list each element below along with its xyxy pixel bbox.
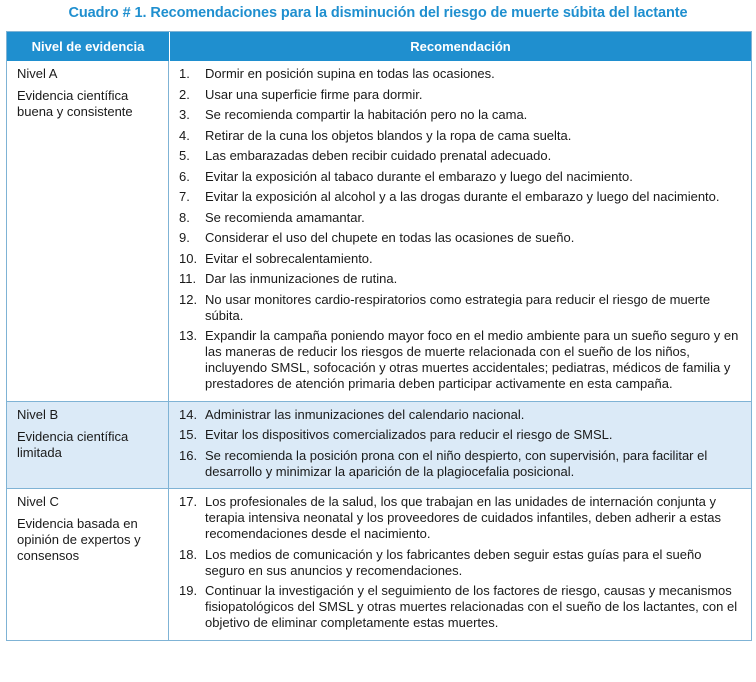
item-text: Evitar los dispositivos comercializados para reducir el riesgo de SMSL. bbox=[205, 427, 613, 442]
item-text: Continuar la investigación y el seguimiento de los factores de riesgo, causas y mecanismos fisiopatológicos del SMSL y otras muertes relacionadas con el sueño de los lactantes, con el objetivo de eliminar completamente estas muertes. bbox=[205, 583, 738, 630]
table-title: Cuadro # 1. Recomendaciones para la disminución del riesgo de muerte súbita del lactante bbox=[68, 5, 688, 21]
list-item bbox=[179, 128, 741, 144]
recommendation-list bbox=[169, 61, 751, 401]
item-text: Administrar las inmunizaciones del calendario nacional. bbox=[205, 406, 525, 422]
level-evidence: Evidencia científica limitada bbox=[17, 428, 129, 460]
item-text: Expandir la campaña poniendo mayor foco en el medio ambiente para un sueño seguro y en las maneras de reducir los riesgos de muerte relacionada con el sueño de los niños, incluyendo SMSL, sofocación y otras muertes accidentales; pediatras, médicos de familia y prestadores de atención primaria deben participar activamente en esta campaña. bbox=[205, 328, 739, 391]
item-number: 7. bbox=[179, 189, 190, 204]
list-item bbox=[179, 169, 741, 185]
item-number: 4. bbox=[179, 127, 190, 143]
list-item bbox=[179, 448, 741, 480]
item-number: 17. bbox=[179, 494, 198, 509]
item-number: 16. bbox=[179, 447, 198, 463]
list-item bbox=[179, 210, 741, 226]
item-text: Dormir en posición supina en todas las ocasiones. bbox=[205, 66, 495, 81]
item-text: Los profesionales de la salud, los que trabajan en las unidades de internación conjunta y terapia intensiva neonatal y los proveedores de cuidados infantiles, deben adherir a estas recomendaciones desde el nacimiento. bbox=[205, 494, 722, 541]
list-item bbox=[179, 583, 741, 631]
level-name: Nivel A bbox=[17, 66, 58, 81]
item-text: Dar las inmunizaciones de rutina. bbox=[205, 271, 398, 286]
list-item bbox=[179, 328, 741, 392]
item-number: 13. bbox=[179, 328, 198, 343]
list-item bbox=[179, 271, 741, 287]
list-item bbox=[179, 189, 741, 205]
item-text: Usar una superficie firme para dormir. bbox=[205, 86, 423, 102]
item-text: Se recomienda la posición prona con el niño despierto, con supervisión, para facilitar el desarrollo y minimizar la aparición de la plagiocefalia posicional. bbox=[205, 447, 708, 479]
item-text: Retirar de la cuna los objetos blandos y la ropa de cama suelta. bbox=[205, 127, 572, 143]
item-number: 19. bbox=[179, 583, 198, 598]
item-text: No usar monitores cardio-respiratorios como estrategia para reducir el riesgo de muerte súbita. bbox=[205, 291, 711, 323]
item-number: 3. bbox=[179, 107, 190, 122]
level-name: Nivel B bbox=[17, 406, 59, 422]
table-row-level-a bbox=[7, 61, 751, 401]
recommendation-list bbox=[169, 489, 751, 640]
list-item bbox=[179, 148, 741, 164]
table-row-level-c bbox=[7, 488, 751, 640]
item-text: Considerar el uso del chupete en todas las ocasiones de sueño. bbox=[205, 230, 575, 245]
list-item bbox=[179, 66, 741, 82]
level-cell bbox=[7, 402, 169, 489]
item-text: Se recomienda compartir la habitación pero no la cama. bbox=[205, 107, 528, 122]
list-item bbox=[179, 427, 741, 443]
item-text: Evitar la exposición al tabaco durante el embarazo y luego del nacimiento. bbox=[205, 168, 633, 184]
level-cell bbox=[7, 489, 169, 640]
item-number: 14. bbox=[179, 406, 198, 422]
recommendations-table bbox=[6, 31, 752, 641]
item-number: 15. bbox=[179, 427, 198, 442]
item-text: Se recomienda amamantar. bbox=[205, 209, 365, 225]
item-number: 10. bbox=[179, 250, 198, 266]
list-item bbox=[179, 107, 741, 123]
item-number: 12. bbox=[179, 291, 198, 307]
list-item bbox=[179, 251, 741, 267]
table-header bbox=[7, 32, 751, 61]
list-item bbox=[179, 230, 741, 246]
level-name: Nivel C bbox=[17, 494, 59, 509]
item-number: 8. bbox=[179, 209, 190, 225]
item-text: Evitar el sobrecalentamiento. bbox=[205, 250, 373, 266]
list-item bbox=[179, 494, 741, 542]
recommendation-list bbox=[169, 402, 751, 489]
item-number: 1. bbox=[179, 66, 190, 81]
header-recommendation: Recomendación bbox=[410, 39, 511, 54]
header-level: Nivel de evidencia bbox=[7, 32, 170, 61]
item-text: Las embarazadas deben recibir cuidado prenatal adecuado. bbox=[205, 148, 552, 163]
list-item bbox=[179, 87, 741, 103]
item-number: 6. bbox=[179, 168, 190, 184]
item-number: 9. bbox=[179, 230, 190, 245]
item-number: 18. bbox=[179, 546, 198, 562]
item-number: 5. bbox=[179, 148, 190, 163]
list-item bbox=[179, 407, 741, 423]
item-number: 2. bbox=[179, 86, 190, 102]
item-text: Evitar la exposición al alcohol y a las drogas durante el embarazo y luego del nacimiento. bbox=[205, 189, 720, 204]
item-number: 11. bbox=[179, 271, 197, 286]
level-cell bbox=[7, 61, 169, 401]
table-row-level-b bbox=[7, 401, 751, 489]
level-evidence: Evidencia basada en opinión de expertos y consensos bbox=[17, 516, 141, 563]
list-item bbox=[179, 292, 741, 324]
item-text: Los medios de comunicación y los fabricantes deben seguir estas guías para el sueño seguro en sus anuncios y recomendaciones. bbox=[205, 546, 702, 578]
list-item bbox=[179, 547, 741, 579]
level-evidence: Evidencia científica buena y consistente bbox=[17, 88, 133, 119]
